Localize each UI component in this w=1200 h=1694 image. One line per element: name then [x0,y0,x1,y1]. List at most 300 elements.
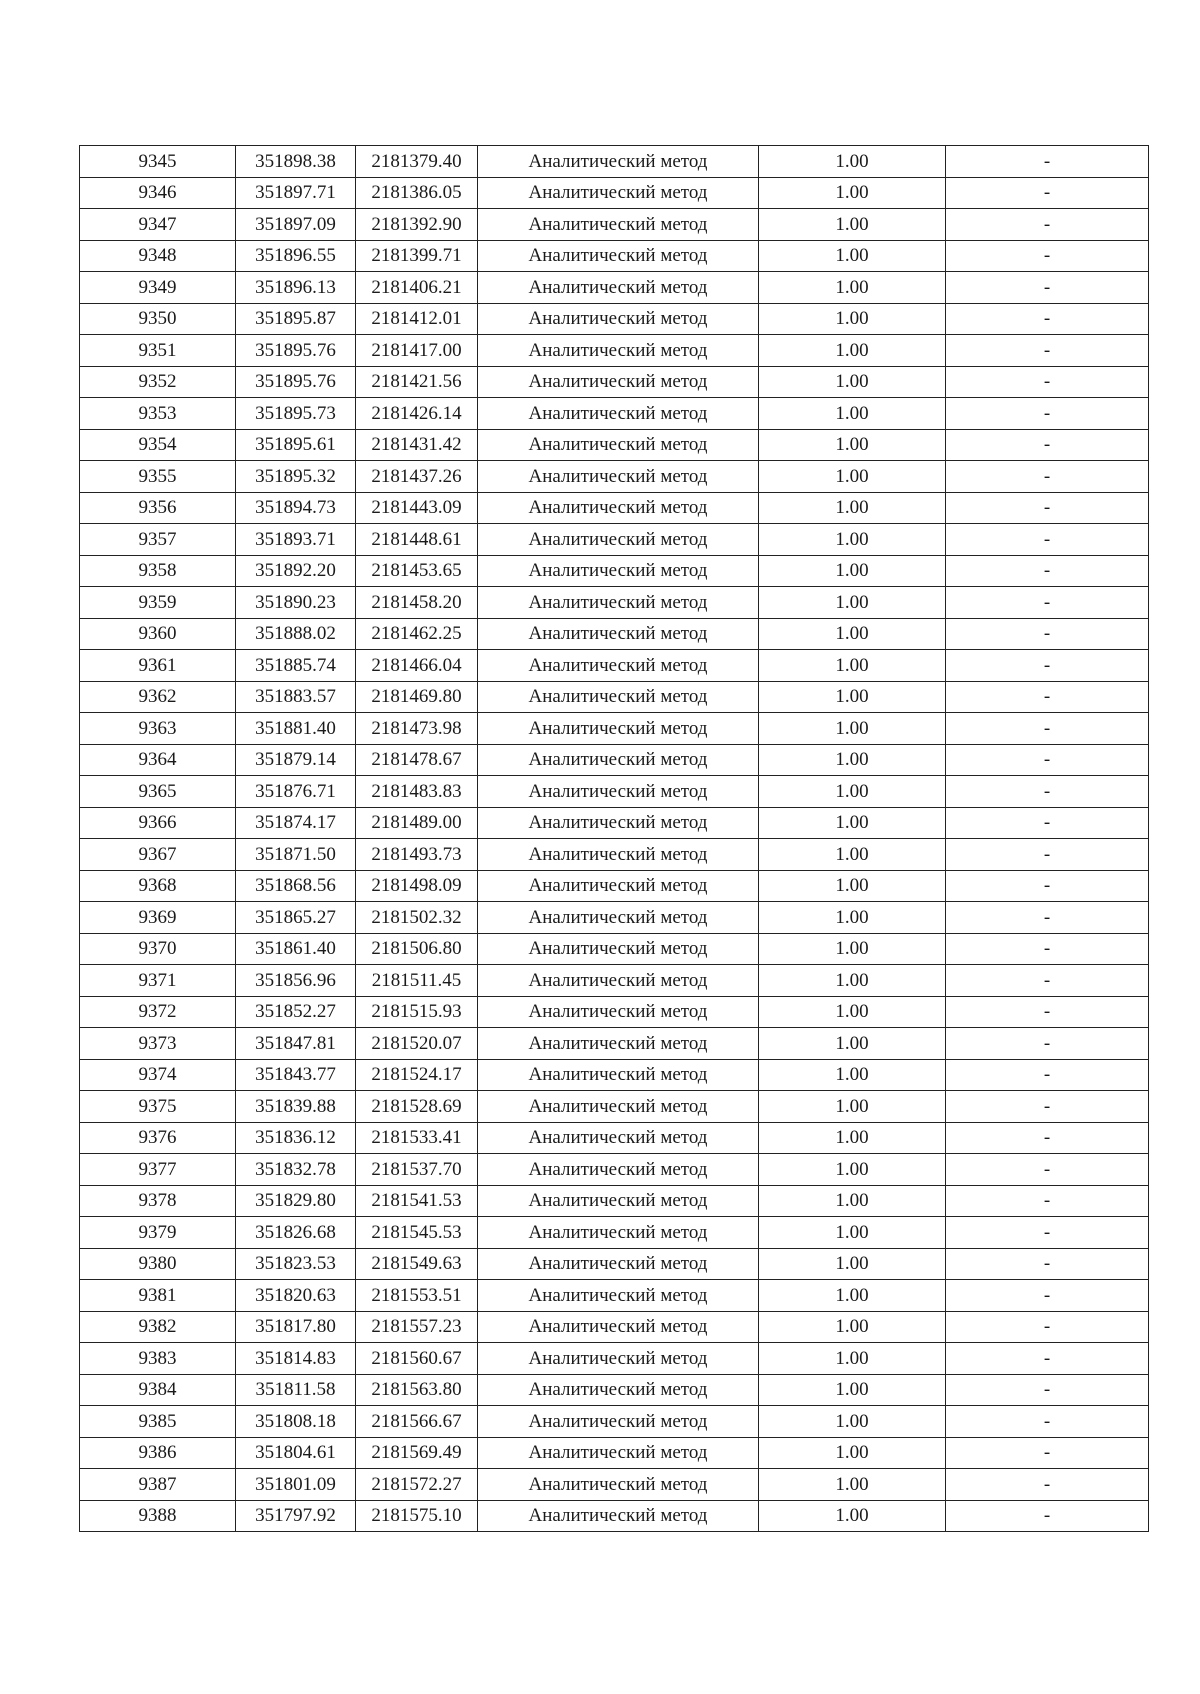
description-cell: - [946,1343,1149,1375]
accuracy-cell: 1.00 [759,650,946,682]
table-row [80,1091,1149,1123]
accuracy-cell: 1.00 [759,1154,946,1186]
accuracy-cell: 1.00 [759,398,946,430]
x-coordinate-cell: 351895.32 [236,461,356,493]
method-cell: Аналитический метод [478,366,759,398]
table-row [80,713,1149,745]
x-coordinate-cell: 351885.74 [236,650,356,682]
point-number-cell: 9360 [80,618,236,650]
accuracy-cell: 1.00 [759,1437,946,1469]
description-cell: - [946,1437,1149,1469]
x-coordinate-cell: 351823.53 [236,1248,356,1280]
x-coordinate-cell: 351881.40 [236,713,356,745]
x-coordinate-cell: 351892.20 [236,555,356,587]
accuracy-cell: 1.00 [759,429,946,461]
description-cell: - [946,1091,1149,1123]
method-cell: Аналитический метод [478,303,759,335]
y-coordinate-cell: 2181557.23 [356,1311,478,1343]
description-cell: - [946,492,1149,524]
point-number-cell: 9365 [80,776,236,808]
y-coordinate-cell: 2181493.73 [356,839,478,871]
y-coordinate-cell: 2181566.67 [356,1406,478,1438]
table-row [80,335,1149,367]
description-cell: - [946,807,1149,839]
accuracy-cell: 1.00 [759,1500,946,1532]
description-cell: - [946,1280,1149,1312]
method-cell: Аналитический метод [478,933,759,965]
method-cell: Аналитический метод [478,1374,759,1406]
y-coordinate-cell: 2181379.40 [356,146,478,178]
y-coordinate-cell: 2181421.56 [356,366,478,398]
x-coordinate-cell: 351801.09 [236,1469,356,1501]
y-coordinate-cell: 2181399.71 [356,240,478,272]
method-cell: Аналитический метод [478,1500,759,1532]
description-cell: - [946,1185,1149,1217]
table-row [80,776,1149,808]
table-row [80,681,1149,713]
table-row [80,146,1149,178]
table-row [80,839,1149,871]
x-coordinate-cell: 351808.18 [236,1406,356,1438]
point-number-cell: 9363 [80,713,236,745]
y-coordinate-cell: 2181541.53 [356,1185,478,1217]
description-cell: - [946,933,1149,965]
x-coordinate-cell: 351811.58 [236,1374,356,1406]
y-coordinate-cell: 2181575.10 [356,1500,478,1532]
table-row [80,524,1149,556]
coordinates-table [79,145,1149,1532]
table-row [80,1185,1149,1217]
y-coordinate-cell: 2181466.04 [356,650,478,682]
accuracy-cell: 1.00 [759,1028,946,1060]
x-coordinate-cell: 351826.68 [236,1217,356,1249]
method-cell: Аналитический метод [478,996,759,1028]
point-number-cell: 9387 [80,1469,236,1501]
method-cell: Аналитический метод [478,177,759,209]
accuracy-cell: 1.00 [759,1469,946,1501]
table-row [80,618,1149,650]
y-coordinate-cell: 2181569.49 [356,1437,478,1469]
table-row [80,398,1149,430]
method-cell: Аналитический метод [478,1343,759,1375]
description-cell: - [946,1248,1149,1280]
x-coordinate-cell: 351883.57 [236,681,356,713]
table-row [80,240,1149,272]
y-coordinate-cell: 2181462.25 [356,618,478,650]
method-cell: Аналитический метод [478,1280,759,1312]
method-cell: Аналитический метод [478,1154,759,1186]
x-coordinate-cell: 351895.76 [236,335,356,367]
table-row [80,366,1149,398]
description-cell: - [946,1406,1149,1438]
y-coordinate-cell: 2181443.09 [356,492,478,524]
method-cell: Аналитический метод [478,398,759,430]
table-row [80,429,1149,461]
description-cell: - [946,209,1149,241]
description-cell: - [946,398,1149,430]
accuracy-cell: 1.00 [759,618,946,650]
point-number-cell: 9375 [80,1091,236,1123]
accuracy-cell: 1.00 [759,492,946,524]
method-cell: Аналитический метод [478,524,759,556]
point-number-cell: 9359 [80,587,236,619]
point-number-cell: 9364 [80,744,236,776]
point-number-cell: 9369 [80,902,236,934]
description-cell: - [946,524,1149,556]
point-number-cell: 9384 [80,1374,236,1406]
y-coordinate-cell: 2181498.09 [356,870,478,902]
method-cell: Аналитический метод [478,587,759,619]
accuracy-cell: 1.00 [759,177,946,209]
y-coordinate-cell: 2181458.20 [356,587,478,619]
x-coordinate-cell: 351832.78 [236,1154,356,1186]
point-number-cell: 9358 [80,555,236,587]
x-coordinate-cell: 351797.92 [236,1500,356,1532]
table-row [80,587,1149,619]
y-coordinate-cell: 2181520.07 [356,1028,478,1060]
point-number-cell: 9348 [80,240,236,272]
x-coordinate-cell: 351861.40 [236,933,356,965]
description-cell: - [946,902,1149,934]
description-cell: - [946,429,1149,461]
table-row [80,177,1149,209]
point-number-cell: 9379 [80,1217,236,1249]
y-coordinate-cell: 2181553.51 [356,1280,478,1312]
x-coordinate-cell: 351895.61 [236,429,356,461]
y-coordinate-cell: 2181572.27 [356,1469,478,1501]
accuracy-cell: 1.00 [759,524,946,556]
y-coordinate-cell: 2181545.53 [356,1217,478,1249]
table-row [80,1217,1149,1249]
point-number-cell: 9350 [80,303,236,335]
description-cell: - [946,713,1149,745]
description-cell: - [946,870,1149,902]
table-row [80,303,1149,335]
method-cell: Аналитический метод [478,1248,759,1280]
method-cell: Аналитический метод [478,870,759,902]
accuracy-cell: 1.00 [759,1280,946,1312]
method-cell: Аналитический метод [478,1217,759,1249]
method-cell: Аналитический метод [478,618,759,650]
description-cell: - [946,240,1149,272]
method-cell: Аналитический метод [478,429,759,461]
description-cell: - [946,366,1149,398]
table-row [80,1311,1149,1343]
description-cell: - [946,618,1149,650]
point-number-cell: 9352 [80,366,236,398]
x-coordinate-cell: 351895.73 [236,398,356,430]
accuracy-cell: 1.00 [759,1059,946,1091]
y-coordinate-cell: 2181478.67 [356,744,478,776]
description-cell: - [946,1500,1149,1532]
point-number-cell: 9353 [80,398,236,430]
accuracy-cell: 1.00 [759,902,946,934]
point-number-cell: 9362 [80,681,236,713]
method-cell: Аналитический метод [478,1469,759,1501]
table-row [80,902,1149,934]
x-coordinate-cell: 351874.17 [236,807,356,839]
accuracy-cell: 1.00 [759,1185,946,1217]
description-cell: - [946,965,1149,997]
point-number-cell: 9361 [80,650,236,682]
method-cell: Аналитический метод [478,681,759,713]
accuracy-cell: 1.00 [759,209,946,241]
table-row [80,1437,1149,1469]
accuracy-cell: 1.00 [759,839,946,871]
method-cell: Аналитический метод [478,146,759,178]
x-coordinate-cell: 351839.88 [236,1091,356,1123]
accuracy-cell: 1.00 [759,744,946,776]
accuracy-cell: 1.00 [759,776,946,808]
accuracy-cell: 1.00 [759,681,946,713]
description-cell: - [946,650,1149,682]
y-coordinate-cell: 2181563.80 [356,1374,478,1406]
accuracy-cell: 1.00 [759,366,946,398]
table-row [80,1154,1149,1186]
point-number-cell: 9376 [80,1122,236,1154]
point-number-cell: 9381 [80,1280,236,1312]
point-number-cell: 9372 [80,996,236,1028]
method-cell: Аналитический метод [478,1028,759,1060]
description-cell: - [946,1059,1149,1091]
accuracy-cell: 1.00 [759,587,946,619]
accuracy-cell: 1.00 [759,1406,946,1438]
description-cell: - [946,587,1149,619]
x-coordinate-cell: 351817.80 [236,1311,356,1343]
description-cell: - [946,1374,1149,1406]
accuracy-cell: 1.00 [759,1248,946,1280]
y-coordinate-cell: 2181417.00 [356,335,478,367]
table-row [80,461,1149,493]
table-row [80,1122,1149,1154]
description-cell: - [946,744,1149,776]
x-coordinate-cell: 351843.77 [236,1059,356,1091]
point-number-cell: 9383 [80,1343,236,1375]
x-coordinate-cell: 351856.96 [236,965,356,997]
table-row [80,1280,1149,1312]
method-cell: Аналитический метод [478,1122,759,1154]
y-coordinate-cell: 2181511.45 [356,965,478,997]
point-number-cell: 9385 [80,1406,236,1438]
description-cell: - [946,303,1149,335]
point-number-cell: 9354 [80,429,236,461]
y-coordinate-cell: 2181502.32 [356,902,478,934]
accuracy-cell: 1.00 [759,240,946,272]
point-number-cell: 9346 [80,177,236,209]
x-coordinate-cell: 351871.50 [236,839,356,871]
y-coordinate-cell: 2181515.93 [356,996,478,1028]
accuracy-cell: 1.00 [759,1343,946,1375]
y-coordinate-cell: 2181392.90 [356,209,478,241]
point-number-cell: 9349 [80,272,236,304]
description-cell: - [946,839,1149,871]
x-coordinate-cell: 351847.81 [236,1028,356,1060]
method-cell: Аналитический метод [478,713,759,745]
description-cell: - [946,996,1149,1028]
table-row [80,965,1149,997]
method-cell: Аналитический метод [478,650,759,682]
table-row [80,870,1149,902]
method-cell: Аналитический метод [478,965,759,997]
y-coordinate-cell: 2181453.65 [356,555,478,587]
table-row [80,1028,1149,1060]
method-cell: Аналитический метод [478,461,759,493]
y-coordinate-cell: 2181533.41 [356,1122,478,1154]
description-cell: - [946,146,1149,178]
method-cell: Аналитический метод [478,902,759,934]
y-coordinate-cell: 2181506.80 [356,933,478,965]
method-cell: Аналитический метод [478,555,759,587]
method-cell: Аналитический метод [478,807,759,839]
y-coordinate-cell: 2181469.80 [356,681,478,713]
x-coordinate-cell: 351895.76 [236,366,356,398]
x-coordinate-cell: 351896.55 [236,240,356,272]
method-cell: Аналитический метод [478,1437,759,1469]
x-coordinate-cell: 351897.71 [236,177,356,209]
table-row [80,272,1149,304]
point-number-cell: 9355 [80,461,236,493]
point-number-cell: 9382 [80,1311,236,1343]
point-number-cell: 9345 [80,146,236,178]
accuracy-cell: 1.00 [759,461,946,493]
method-cell: Аналитический метод [478,209,759,241]
y-coordinate-cell: 2181473.98 [356,713,478,745]
y-coordinate-cell: 2181437.26 [356,461,478,493]
table-row [80,1406,1149,1438]
table-row [80,492,1149,524]
table-row [80,1059,1149,1091]
x-coordinate-cell: 351852.27 [236,996,356,1028]
description-cell: - [946,1028,1149,1060]
method-cell: Аналитический метод [478,839,759,871]
x-coordinate-cell: 351868.56 [236,870,356,902]
x-coordinate-cell: 351865.27 [236,902,356,934]
method-cell: Аналитический метод [478,1406,759,1438]
description-cell: - [946,335,1149,367]
accuracy-cell: 1.00 [759,555,946,587]
table-row [80,209,1149,241]
y-coordinate-cell: 2181549.63 [356,1248,478,1280]
coordinates-table-body [80,146,1149,1532]
x-coordinate-cell: 351888.02 [236,618,356,650]
point-number-cell: 9351 [80,335,236,367]
y-coordinate-cell: 2181489.00 [356,807,478,839]
table-row [80,555,1149,587]
method-cell: Аналитический метод [478,1091,759,1123]
x-coordinate-cell: 351895.87 [236,303,356,335]
x-coordinate-cell: 351876.71 [236,776,356,808]
description-cell: - [946,555,1149,587]
accuracy-cell: 1.00 [759,335,946,367]
method-cell: Аналитический метод [478,776,759,808]
description-cell: - [946,177,1149,209]
accuracy-cell: 1.00 [759,713,946,745]
description-cell: - [946,1469,1149,1501]
table-row [80,1248,1149,1280]
y-coordinate-cell: 2181524.17 [356,1059,478,1091]
x-coordinate-cell: 351894.73 [236,492,356,524]
point-number-cell: 9356 [80,492,236,524]
x-coordinate-cell: 351820.63 [236,1280,356,1312]
y-coordinate-cell: 2181560.67 [356,1343,478,1375]
table-row [80,1500,1149,1532]
table-row [80,996,1149,1028]
x-coordinate-cell: 351804.61 [236,1437,356,1469]
accuracy-cell: 1.00 [759,807,946,839]
y-coordinate-cell: 2181426.14 [356,398,478,430]
accuracy-cell: 1.00 [759,965,946,997]
point-number-cell: 9368 [80,870,236,902]
x-coordinate-cell: 351898.38 [236,146,356,178]
point-number-cell: 9370 [80,933,236,965]
table-row [80,807,1149,839]
y-coordinate-cell: 2181386.05 [356,177,478,209]
y-coordinate-cell: 2181406.21 [356,272,478,304]
point-number-cell: 9366 [80,807,236,839]
point-number-cell: 9374 [80,1059,236,1091]
description-cell: - [946,776,1149,808]
point-number-cell: 9371 [80,965,236,997]
x-coordinate-cell: 351897.09 [236,209,356,241]
description-cell: - [946,1154,1149,1186]
method-cell: Аналитический метод [478,240,759,272]
y-coordinate-cell: 2181528.69 [356,1091,478,1123]
method-cell: Аналитический метод [478,272,759,304]
accuracy-cell: 1.00 [759,1217,946,1249]
description-cell: - [946,1311,1149,1343]
point-number-cell: 9347 [80,209,236,241]
accuracy-cell: 1.00 [759,1091,946,1123]
description-cell: - [946,1122,1149,1154]
x-coordinate-cell: 351836.12 [236,1122,356,1154]
table-row [80,1374,1149,1406]
description-cell: - [946,681,1149,713]
point-number-cell: 9388 [80,1500,236,1532]
method-cell: Аналитический метод [478,1059,759,1091]
y-coordinate-cell: 2181483.83 [356,776,478,808]
method-cell: Аналитический метод [478,335,759,367]
table-row [80,744,1149,776]
description-cell: - [946,1217,1149,1249]
description-cell: - [946,272,1149,304]
point-number-cell: 9367 [80,839,236,871]
accuracy-cell: 1.00 [759,933,946,965]
accuracy-cell: 1.00 [759,1311,946,1343]
accuracy-cell: 1.00 [759,996,946,1028]
x-coordinate-cell: 351893.71 [236,524,356,556]
x-coordinate-cell: 351896.13 [236,272,356,304]
method-cell: Аналитический метод [478,492,759,524]
x-coordinate-cell: 351879.14 [236,744,356,776]
accuracy-cell: 1.00 [759,1122,946,1154]
accuracy-cell: 1.00 [759,303,946,335]
y-coordinate-cell: 2181537.70 [356,1154,478,1186]
x-coordinate-cell: 351829.80 [236,1185,356,1217]
accuracy-cell: 1.00 [759,870,946,902]
point-number-cell: 9373 [80,1028,236,1060]
point-number-cell: 9386 [80,1437,236,1469]
y-coordinate-cell: 2181412.01 [356,303,478,335]
table-row [80,933,1149,965]
method-cell: Аналитический метод [478,744,759,776]
accuracy-cell: 1.00 [759,146,946,178]
x-coordinate-cell: 351890.23 [236,587,356,619]
accuracy-cell: 1.00 [759,272,946,304]
point-number-cell: 9380 [80,1248,236,1280]
point-number-cell: 9378 [80,1185,236,1217]
point-number-cell: 9377 [80,1154,236,1186]
x-coordinate-cell: 351814.83 [236,1343,356,1375]
